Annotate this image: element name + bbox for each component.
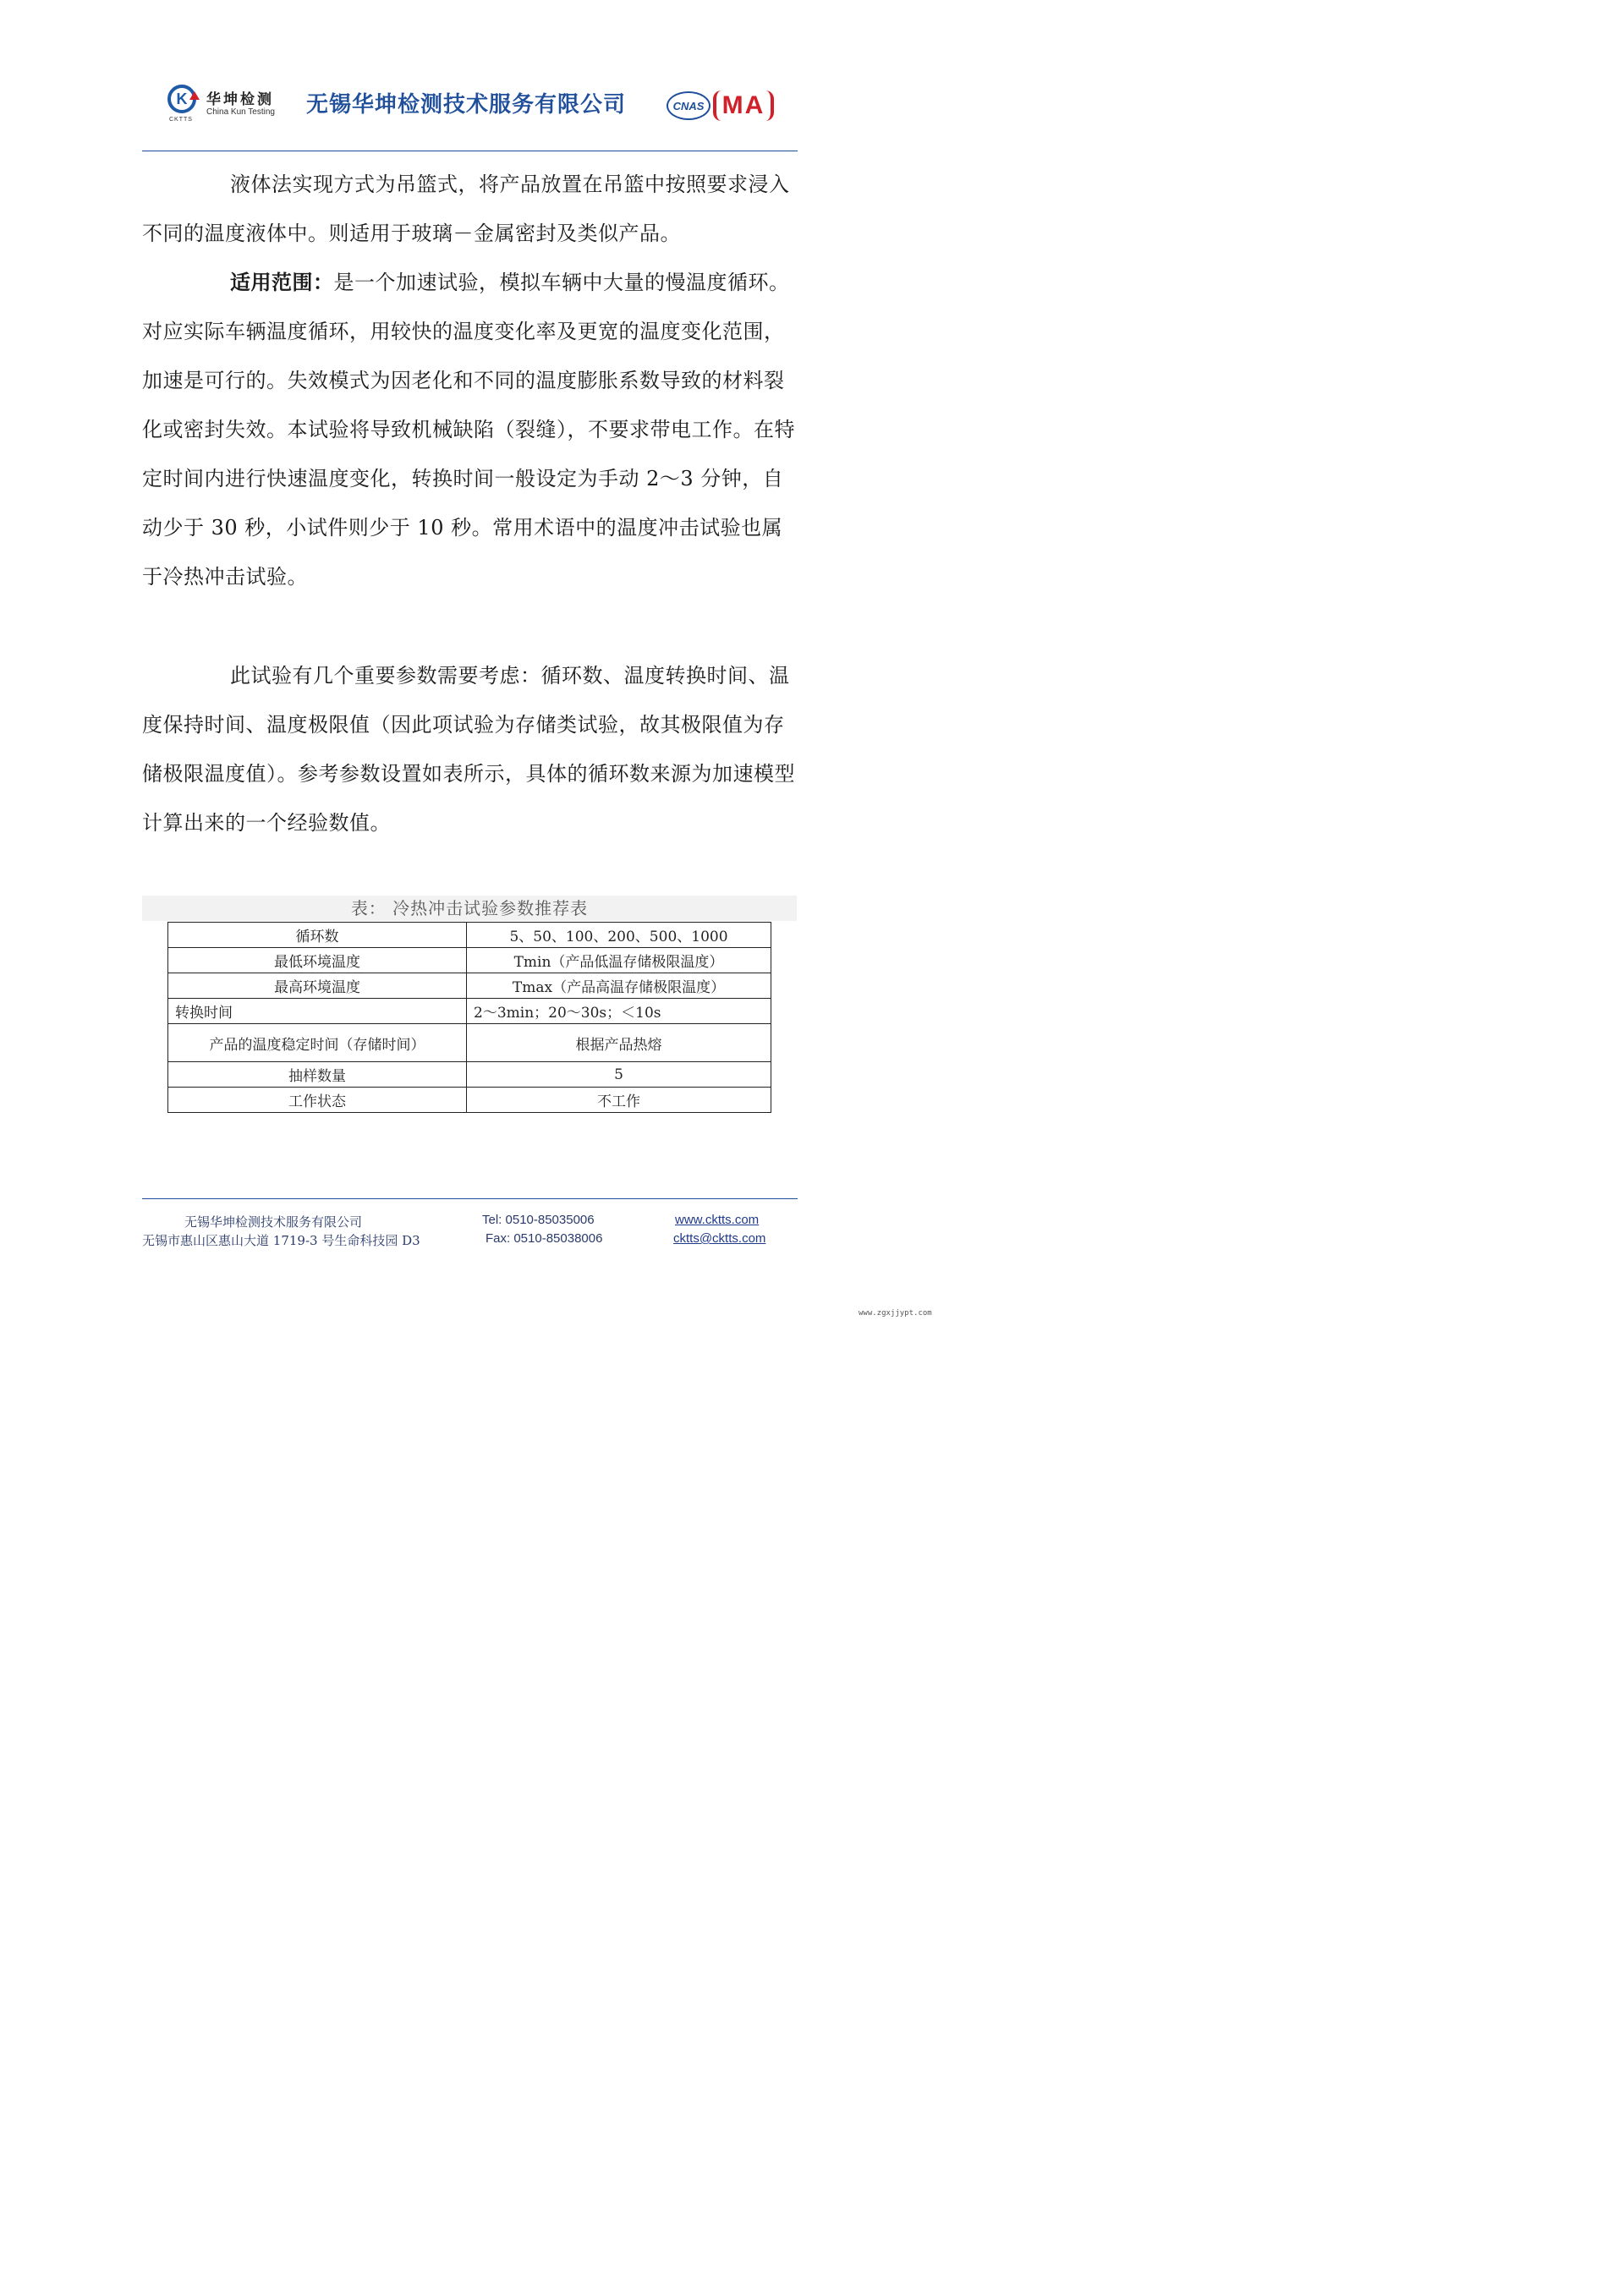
parameter-table <box>167 922 771 1113</box>
table-cell-value: 5、50、100、200、500、1000 <box>467 923 771 948</box>
table-cell-param: 最低环境温度 <box>168 948 467 973</box>
cma-mark-icon: MA <box>713 90 774 121</box>
logo-abbreviation: CKTTS <box>169 117 193 123</box>
page-header <box>0 0 930 152</box>
scope-text: 是一个加速试验，模拟车辆中大量的慢温度循环。对应实际车辆温度循环，用较快的温度变化率及更宽的温度变化范围，加速是可行的。失效模式为因老化和不同的温度膨胀系数导致的材料裂化或密封失效。本试验将导致机械缺陷（裂缝），不要求带电工作。在特定时间内进行快速温度变化，转换时间一般设定为手动 2～3 分钟，自动少于 30 秒，小试件则少于 10 秒。常用术语中的温度冲击试验也属于冷热冲击试验。 <box>142 271 795 589</box>
company-title: 无锡华坤检测技术服务有限公司 <box>306 92 627 118</box>
paragraph-parameters: 此试验有几个重要参数需要考虑：循环数、温度转换时间、温度保持时间、温度极限值（因此项试验为存储类试验，故其极限值为存储极限温度值）。参考参数设置如表所示，具体的循环数来源为加速模型计算出来的一个经验数值。 <box>142 664 795 835</box>
scope-label: 适用范围： <box>230 270 334 294</box>
table-cell-param: 最高环境温度 <box>168 973 467 999</box>
footer-address: 无锡市惠山区惠山大道 1719-3 号生命科技园 D3 <box>142 1233 420 1248</box>
footer-website-link[interactable]: www.cktts.com <box>675 1213 760 1227</box>
table-cell-param: 循环数 <box>168 923 467 948</box>
logo-chinese-name: 华坤检测 <box>206 91 274 108</box>
table-cell-value: 根据产品热熔 <box>467 1024 771 1062</box>
table-cell-param: 转换时间 <box>168 999 467 1024</box>
table-caption: 表： 冷热冲击试验参数推荐表 <box>142 896 797 921</box>
logo-letter: K <box>176 90 188 107</box>
footer-fax: Fax: 0510-85038006 <box>486 1231 603 1246</box>
table-cell-value: Tmax（产品高温存储极限温度） <box>467 973 771 999</box>
table-cell-value: 不工作 <box>467 1088 771 1113</box>
watermark: www.zgxjjypt.com <box>859 1309 932 1318</box>
table-cell-param: 工作状态 <box>168 1088 467 1113</box>
footer-tel: Tel: 0510-85035006 <box>482 1213 595 1227</box>
logo-english-name: China Kun Testing <box>206 107 275 117</box>
cnas-mark-icon: CNAS <box>667 91 710 120</box>
table-cell-param: 抽样数量 <box>168 1062 467 1088</box>
paragraph-liquid-method: 液体法实现方式为吊篮式，将产品放置在吊篮中按照要求浸入不同的温度液体中。则适用于玻璃－金属密封及类似产品。 <box>142 173 790 245</box>
table-row <box>168 948 771 973</box>
table-cell-param: 产品的温度稳定时间（存储时间） <box>168 1024 467 1062</box>
table-cell-value: 2～3min；20～30s；＜10s <box>467 999 771 1024</box>
footer-company: 无锡华坤检测技术服务有限公司 <box>184 1214 363 1230</box>
table-cell-value: Tmin（产品低温存储极限温度） <box>467 948 771 973</box>
table-row <box>168 1024 771 1062</box>
table-row <box>168 1088 771 1113</box>
table-row <box>168 923 771 948</box>
footer-email-link[interactable]: cktts@cktts.com <box>673 1231 766 1246</box>
table-row <box>168 973 771 999</box>
paragraph-scope <box>142 258 802 601</box>
footer-divider <box>142 1198 798 1199</box>
table-row <box>168 999 771 1024</box>
logo-arrow-icon <box>189 91 200 100</box>
table-cell-value: 5 <box>467 1062 771 1088</box>
table-row <box>168 1062 771 1088</box>
